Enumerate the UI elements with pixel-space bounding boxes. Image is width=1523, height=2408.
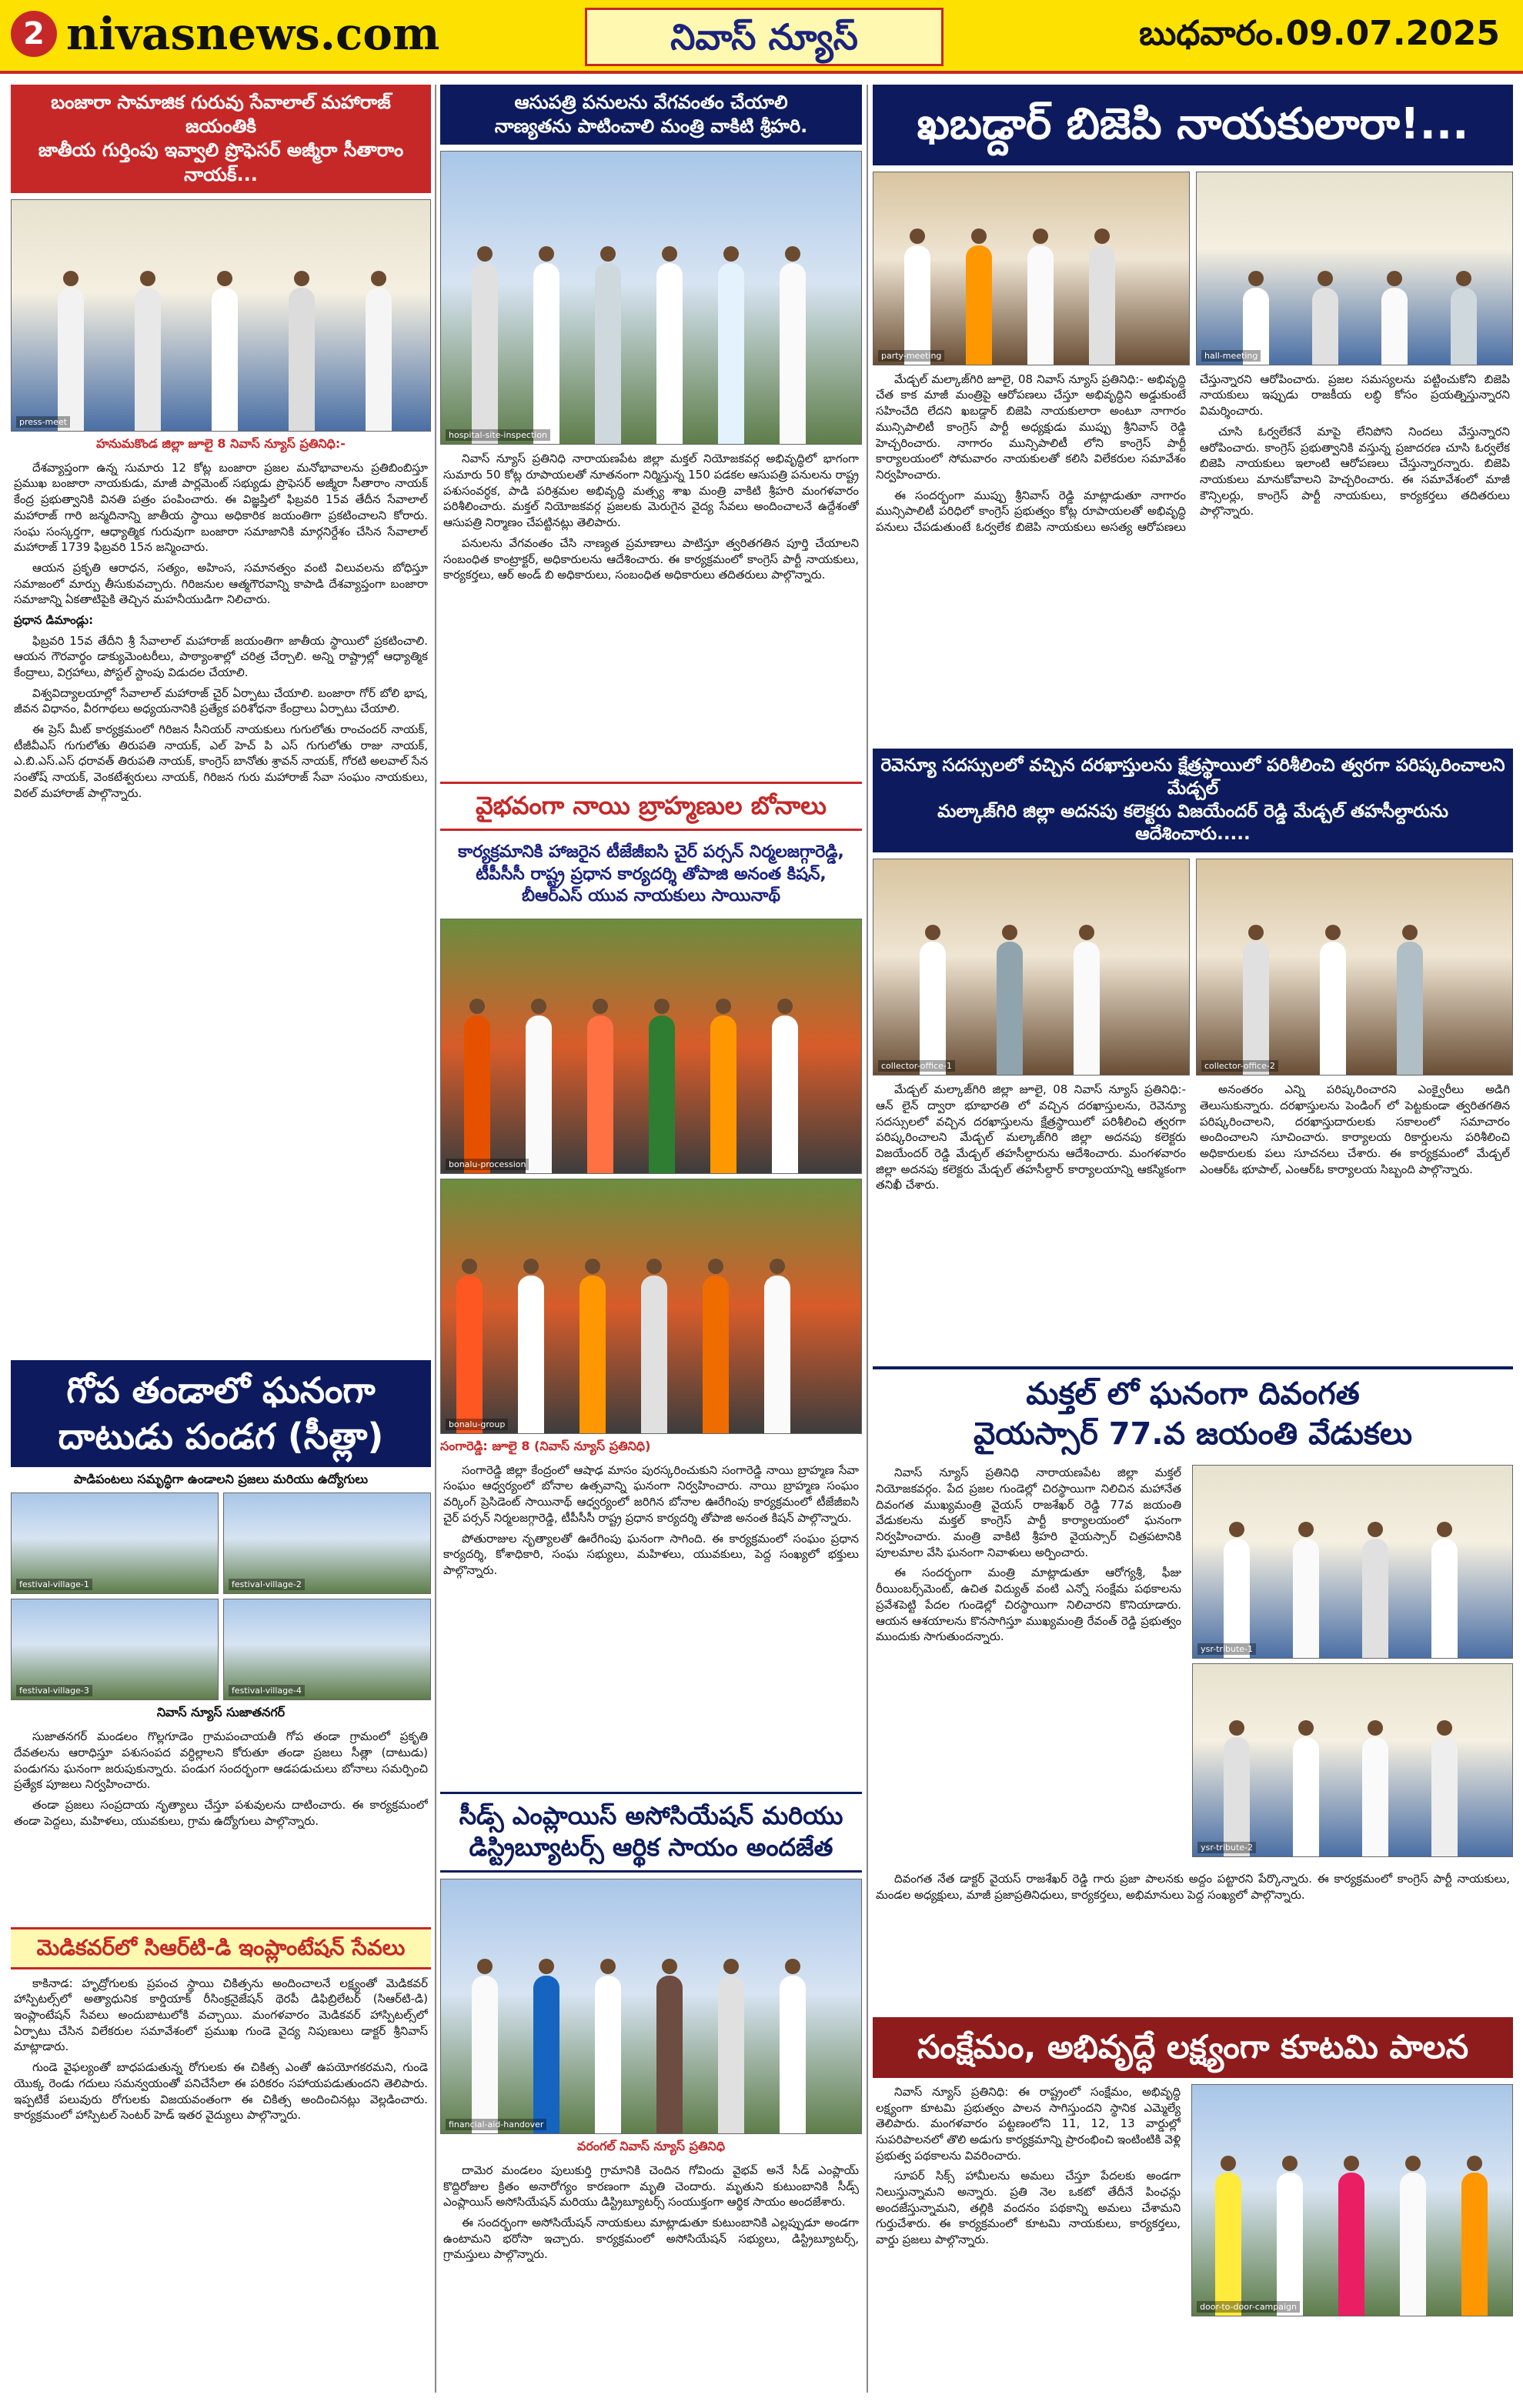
page-number: 2 <box>11 11 57 57</box>
dateline: సంగారెడ్డి: జూలై 8 (నివాస్ న్యూస్ ప్రతినిధి) <box>440 1438 651 1453</box>
photo-ysr-tribute-2: ysr-tribute-2 <box>1192 1663 1513 1857</box>
story-body: నివాస్ న్యూస్ ప్రతినిధి: ఈ రాష్ట్రంలో సంక్షేమం, అభివృద్ధి లక్ష్యంగా కూటమి ప్రభుత్వం పాలన సాగిస్తుందని స్థానిక ఎమ్మెల్యే తెలిపారు. మంగళవారం పట్టణంలోని 11, 12, 13 వార్డుల్లో సుపరిపాలనలో తొలి అడుగు కార్యక్రమాన్ని ప్రారంభించి ఇంటింటికి వెళ్లి ప్రభుత్వ పథకాలను వివరించారు. సూపర్ సిక్స్ హామీలను అమలు చేస్తూ పేదలకు అండగా నిలుస్తున్నామని అన్నారు. ప్రతి నెల ఒకటో తేదీనే పింఛన్లు అందజేస్తున్నామని, తల్లికి వందనం పథకాన్ని అమలు చేశామని గుర్తుచేశారు. ఈ కార్యక్రమంలో కూటమి నాయకులు, కార్యకర్తలు, వార్డు ప్రజలు పాల్గొన్నారు. <box>876 2084 1181 2247</box>
story-body: సుజాతనగర్ మండలం గొల్లగూడెం గ్రామపంచాయతీ గోప తండా గ్రామంలో ప్రకృతి దేవతలను ఆరాధిస్తూ పశుసంపద వర్ధిల్లాలని కోరుతూ తండా ప్రజలు సీత్లా (దాటుడు) పండుగను ఘనంగా జరుపుకున్నారు. పండుగ సందర్భంగా ఆడపడుచులు బోనాలు సమర్పించి ప్రత్యేక పూజలు నిర్వహించారు. తండా ప్రజలు సంప్రదాయ నృత్యాలు చేస్తూ పశువులను దాటించారు. ఈ కార్యక్రమంలో తండా పెద్దలు, మహిళలు, యువకులు, గ్రామ ఉద్యోగులు పాల్గొన్నారు. <box>14 1729 428 1828</box>
column-divider <box>435 85 436 2393</box>
photo-bonalu-group: bonalu-group <box>440 1179 862 1434</box>
story-headline[interactable]: సంక్షేమం, అభివృద్ధే లక్ష్యంగా కూటమి పాలన <box>873 2017 1513 2078</box>
story-headline[interactable]: సీడ్స్ ఎంప్లాయిస్ అసోసియేషన్ మరియు డిస్ట్రిబ్యూటర్స్ ఆర్థిక సాయం అందజేత <box>440 1792 862 1873</box>
dateline: వరంగల్ నివాస్ న్యూస్ ప్రతినిధి <box>577 2138 725 2153</box>
story-headline[interactable]: వైభవంగా నాయి బ్రాహ్మణుల బోనాలు <box>440 782 862 831</box>
story-headline[interactable] <box>11 1360 431 1468</box>
story-headline[interactable] <box>873 749 1513 853</box>
photo-festival-2: festival-village-2 <box>223 1492 431 1594</box>
headline-line-1: రెవెన్యూ సదస్సులలో వచ్చిన దరఖాస్తులను క్షేత్రస్థాయిలో పరిశీలించి త్వరగా పరిష్కరించాలని మేడ్చల్ <box>880 755 1505 799</box>
headline-line-1: గోప తండాలో ఘనంగా <box>66 1369 376 1411</box>
photo-collector-office-1: collector-office-1 <box>873 859 1190 1076</box>
story-body-continued: దివంగత నేత డాక్టర్ వైయస్ రాజశేఖర్ రెడ్డి గారు ప్రజా పాలనకు అద్దం పట్టారని పేర్కొన్నారు. ఈ కార్యక్రమంలో కాంగ్రెస్ పార్టీ నాయకులు, మండల అధ్యక్షులు, మాజీ ప్రజాప్రతినిధులు, కార్యకర్తలు, అభిమానులు పెద్ద సంఖ్యలో పాల్గొన్నారు. <box>876 1872 1510 1903</box>
story-headline[interactable] <box>11 85 431 193</box>
column-2 <box>440 85 862 2393</box>
photo-collector-office-2: collector-office-2 <box>1196 859 1513 1076</box>
headline-line-2: జాతీయ గుర్తింపు ఇవ్వాలి ప్రొఫెసర్ అజ్మీరా సీతారాం నాయక్... <box>38 139 404 185</box>
photo-party-meeting: party-meeting <box>873 172 1190 365</box>
story-body: నివాస్ న్యూస్ ప్రతినిధి నారాయణపేట జిల్లా మక్తల్ నియోజకవర్గ అభివృద్ధిలో భాగంగా సుమారు 50 కోట్ల రూపాయలతో నూతనంగా నిర్మిస్తున్న 150 పడకల ఆసుపత్రి పనులను రాష్ట్ర పశుసంవర్ధక, పాడి పరిశ్రమల అభివృద్ధి మత్స్య శాఖ మంత్రి వాకిటి శ్రీహరి మంగళవారం పరిశీలించారు. మక్తల్ నియోజకవర్గ ప్రజలకు మెరుగైన వైద్య సేవలు అందించాలనే ఉద్దేశంతో ఆసుపత్రి నిర్మాణం చేపట్టినట్లు తెలిపారు. పనులను వేగవంతం చేసి నాణ్యత ప్రమాణాలు పాటిస్తూ త్వరితగతిన పూర్తి చేయాలని సంబంధిత కాంట్రాక్టర్, అధికారులను ఆదేశించారు. ఈ కార్యక్రమంలో కాంగ్రెస్ పార్టీ నాయకులు, కార్యకర్తలు, ఆర్ అండ్ బి అధికారులు, సంబంధిత అధికారులు తదితరులు పాల్గొన్నారు. <box>443 452 859 582</box>
issue-date: బుధవారం.09.07.2025 <box>1139 14 1500 53</box>
story-body: మేడ్చల్ మల్కాజ్‌గిరి జిల్లా జూలై, 08 నివాస్ న్యూస్ ప్రతినిధి:- ఆన్ లైన్ ద్వారా భూభారతి లో వచ్చిన దరఖాస్తులను, రెవెన్యూ సదస్సులలో వచ్చిన దరఖాస్తులను క్షేత్రస్థాయిలో పరిశీలించి త్వరగా పరిష్కరించాలని మేడ్చల్ మల్కాజ్‌గిరి జిల్లా అదనపు కలెక్టరు విజయేందర్ రెడ్డి మేడ్చల్ తహసీల్దారును ఆదేశించారు. మంగళవారం జిల్లా అదనపు కలెక్టరు మేడ్చల్ తహసీల్దార్ కార్యాలయాన్ని ఆకస్మికంగా తనిఖీ చేశారు. అనంతరం ఎన్ని పరిష్కరించారని ఎంక్వైరీలు అడిగి తెలుసుకున్నారు. దరఖాస్తులను పెండింగ్ లో పెట్టకుండా త్వరితగతిన పరిష్కరించాలని, దరఖాస్తుదారులకు సకాలంలో సమాచారం అందించాలని సూచించారు. కార్యాలయ రికార్డులను పరిశీలించి అధికారులకు పలు సూచనలు చేశారు. ఈ కార్యక్రమంలో మేడ్చల్ ఎంఆర్ఓ భూపాల్, ఎంఆర్ఓ కార్యాలయ సిబ్బంది పాల్గొన్నారు. <box>876 1082 1510 1192</box>
headline-line-2: వైయస్సార్ 77.వ జయంతి వేడుకలు <box>973 1416 1413 1452</box>
kicker: కార్యక్రమానికి హాజరైన టీజేజీఐసి చైర్ పర్సన్ నిర్మలజగ్గారెడ్డి, టీపీసీసీ రాష్ట్ర ప్రధాన కార్యదర్శి తోపాజి అనంత కిషన్, బీఆర్ఎస్ యువ నాయకులు సాయినాథ్ <box>440 837 862 912</box>
sub-heading: ప్రధాన డిమాండ్లు: <box>14 612 94 627</box>
headline-line-2: మల్కాజ్‌గిరి జిల్లా అదనపు కలెక్టరు విజయేందర్ రెడ్డి మేడ్చల్ తహసీల్దారును ఆదేశించారు..... <box>937 801 1448 845</box>
story-body: దేశవ్యాప్తంగా ఉన్న సుమారు 12 కోట్ల బంజారా ప్రజల మనోభావాలను ప్రతిబింబిస్తూ ప్రముఖ బంజారా నాయకుడు, మాజీ పార్లమెంట్ సభ్యుడు ప్రొఫెసర్ అజ్మీరా సీతారాం నాయక్ కేంద్ర ప్రభుత్వానికి వినతి పత్రం పంపించారు. ఈ విజ్ఞప్తిలో ఫిబ్రవరి 15వ తేదీన సేవాలాల్ మహారాజ్ గారి జన్మదినాన్ని జాతీయ స్థాయి అధికారిక జయంతిగా ప్రకటించాలని కోరారు. సంఘ సంస్కర్తగా, ఆధ్యాత్మిక గురువుగా బంజారా సమాజానికి మార్గనిర్దేశం చేసిన సేవాలాల్ మహారాజ్ 1739 ఫిబ్రవరి 15న జన్మించారు. ఆయన ప్రకృతి ఆరాధన, సత్యం, అహింస, సమానత్వం వంటి విలువలను బోధిస్తూ సమాజంలో మార్పు తీసుకువచ్చారు. గిరిజనుల ఆత్మగౌరవాన్ని కాపాడి దేశవ్యాప్తంగా బంజారా సమాజాన్ని ఏకతాటిపైకి తెచ్చిన మహనీయుడిగా నిలిచారు. ప్రధాన డిమాండ్లు: ఫిబ్రవరి 15వ తేదీని శ్రీ సేవాలాల్ మహారాజ్ జయంతిగా జాతీయ స్థాయిలో ప్రకటించాలి. ఆయన గౌరవార్థం డాక్యుమెంటరీలు, పాఠ్యాంశాల్లో చరిత్ర చేర్చాలి. అన్ని రాష్ట్రాల్లో ఆధ్యాత్మిక కేంద్రాలు, విగ్రహాలు, పోస్టల్ స్టాంపు విడుదల చేయాలి. విశ్వవిద్యాలయాల్లో సేవాలాల్ మహారాజ్ చైర్ ఏర్పాటు చేయాలి. బంజారా గోర్ బోలి భాష, జీవన విధానం, వీరగాథలు అధ్యయనానికి ప్రత్యేక పరిశోధనా కేంద్రాలు ఏర్పాటు చేయాలి. ఈ ప్రెస్ మీట్ కార్యక్రమంలో గిరిజన సీనియర్ నాయకులు గుగులోతు రాంచందర్ నాయక్, టీజీవీఎస్ గుగులోతు తిరుపతి నాయక్, ఎల్ హెచ్ పి ఎస్ గుగులోతు రాజు నాయక్, ఎ.బి.ఎస్.ఎస్ ధరావత్ తిరుపతి నాయక్, కాంగ్రెస్ బానోతు శ్రావన్ నాయక్, గోరటి అలవాల్ సేన సంతోష్ నాయక్, వెంకటేశ్వరులు నాయక్, గిరిజన గురు మహారాజ్ సేవా సంఘం నాయకులు, విఠల్ మహారాజ్ పాల్గొన్నారు. <box>14 460 428 800</box>
story-headline[interactable]: మెడికవర్‌లో సిఆర్‌టి-డి ఇంప్లాంటేషన్ సేవలు <box>11 1927 431 1969</box>
site-name[interactable]: nivasnews.com <box>66 8 440 60</box>
headline-line-2: దాటుడు పండగ (సీత్లా) <box>58 1415 384 1457</box>
photo-stack <box>1192 1465 1513 1865</box>
photo-hospital-site: hospital-site-inspection <box>440 151 862 445</box>
photo-press-meet <box>11 199 431 432</box>
photo-festival-4: festival-village-4 <box>223 1599 431 1700</box>
column-1 <box>11 85 431 2393</box>
photo-grid <box>11 1492 431 1700</box>
photo-label: press-meet <box>16 416 70 428</box>
story-body: మేడ్చల్ మల్కాజ్‌గిరి జూలై, 08 నివాస్ న్యూస్ ప్రతినిధి:- అభివృద్ధి చేత కాక మాజీ మంత్రిపై ఆరోపణలు చేస్తూ అభివృద్ధిని అడ్డుకుంటే సహించేది లేదని ఖబడ్దార్ బిజెపి నాయకులారా అంటూ నాగారం మున్సిపాలిటీ కాంగ్రెస్ పార్టీ అధ్యక్షుడు ముప్పు శ్రీనివాస్ రెడ్డి హెచ్చరించారు. నాగారం మున్సిపాలిటీ లోని కాంగ్రెస్ పార్టీ కార్యాలయంలో సోమవారం నాయకులతో కలిసి విలేకరుల సమావేశం నిర్వహించారు. ఈ సందర్భంగా ముప్పు శ్రీనివాస్ రెడ్డి మాట్లాడుతూ నాగారం మున్సిపాలిటీ పరిధిలో కాంగ్రెస్ ప్రభుత్వం కోట్ల రూపాయలతో అభివృద్ధి పనులు చేపడుతుంటే ఓర్వలేక బిజెపి నాయకులు అసత్య ఆరోపణలు చేస్తున్నారని ఆరోపించారు. ప్రజల సమస్యలను పట్టించుకోని బిజెపి నాయకులు ఇప్పుడు రాజకీయ లబ్ధి కోసం ప్రయత్నిస్తున్నారని విమర్శించారు. చూసి ఓర్వలేకనే మాపై లేనిపోని నిందలు వేస్తున్నారని ఆరోపించారు. కాంగ్రెస్ ప్రభుత్వానికి వస్తున్న ప్రజాదరణ చూసి ఓర్వలేక బిజెపి నాయకులు ఇలాంటి ఆరోపణలు చేస్తున్నారన్నారు. బిజెపి నాయకులు మానుకోవాలని హెచ్చరించారు. ఈ సమావేశంలో మాజీ కౌన్సిలర్లు, కాంగ్రెస్ పార్టీ నాయకులు, కార్యకర్తలు తదితరులు పాల్గొన్నారు. <box>876 372 1510 534</box>
photo-financial-aid: financial-aid-handover <box>440 1879 862 2134</box>
photo-row <box>873 859 1513 1076</box>
story-layout <box>873 2084 1513 2316</box>
photo-ysr-tribute-1: ysr-tribute-1 <box>1192 1465 1513 1659</box>
photo-door-to-door: door-to-door-campaign <box>1191 2084 1513 2316</box>
headline-line-1: ఆసుపత్రి పనులను వేగవంతం చేయాలి <box>514 92 788 113</box>
photo-festival-3: festival-village-3 <box>11 1599 219 1700</box>
headline-line-2: నాణ్యతను పాటించాలి మంత్రి వాకిటి శ్రీహరి. <box>494 115 808 138</box>
photo-row <box>873 172 1513 365</box>
headline-line-1: మక్తల్ లో ఘనంగా దివంగత <box>1026 1376 1360 1412</box>
photo-bonalu-procession: bonalu-procession <box>440 919 862 1174</box>
photo-festival-1: festival-village-1 <box>11 1492 219 1594</box>
dateline: నివాస్ న్యూస్ సుజాతనగర్ <box>156 1705 286 1720</box>
story-body: నివాస్ న్యూస్ ప్రతినిధి నారాయణపేట జిల్లా మక్తల్ నియోజకవర్గం. పేద ప్రజల గుండెల్లో చిరస్థాయిగా నిలిచిన మహానేత దివంగత ముఖ్యమంత్రి వైయస్ రాజశేఖర్ రెడ్డి 77వ జయంతి వేడుకలను మక్తల్ కాంగ్రెస్ పార్టీ కార్యాలయంలో ఘనంగా నిర్వహించారు. మంత్రి వాకిటి శ్రీహరి వైయస్సార్ చిత్రపటానికి పూలమాల వేసి ఘనంగా నివాళులు అర్పించారు. ఈ సందర్భంగా మంత్రి మాట్లాడుతూ ఆరోగ్యశ్రీ, ఫీజు రీయింబర్స్‌మెంట్, ఉచిత విద్యుత్ వంటి ఎన్నో సంక్షేమ పథకాలను ప్రవేశపెట్టి పేదల గుండెల్లో చిరస్థాయిగా నిలిచారని కొనియాడారు. ఆయన ఆశయాలను కొనసాగిస్తూ ముఖ్యమంత్రి రేవంత్ రెడ్డి ప్రభుత్వం ముందుకు సాగుతుందన్నారు. <box>876 1466 1182 1644</box>
story-body: దామెర మండలం పులుకుర్తి గ్రామానికి చెందిన గోవిందు వైభవ్ అనే సీడ్ ఎంప్లాయ్ కొద్దిరోజుల క్రితం అనారోగ్యం కారణంగా మృతి చెందారు. మృతుని కుటుంబానికి సీడ్స్ ఎంప్లాయిస్ అసోసియేషన్ మరియు డిస్ట్రిబ్యూటర్స్ సంయుక్తంగా ఆర్థిక సాయం అందజేశారు. ఈ సందర్భంగా అసోసియేషన్ నాయకులు మాట్లాడుతూ కుటుంబానికి ఎల్లప్పుడూ అండగా ఉంటామని భరోసా ఇచ్చారు. కార్యక్రమంలో అసోసియేషన్ సభ్యులు, డిస్ట్రిబ్యూటర్స్, గ్రామస్తులు పాల్గొన్నారు. <box>443 2163 859 2262</box>
story-body: సంగారెడ్డి జిల్లా కేంద్రంలో ఆషాఢ మాసం పురస్కరించుకుని సంగారెడ్డి నాయి బ్రాహ్మణ సేవా సంఘం ఆధ్వర్యంలో బోనాల ఉత్సవాన్ని ఘనంగా నిర్వహించారు. నాయి బ్రాహ్మణ సంఘం వర్కింగ్ ప్రెసిడెంట్ సాయినాథ్ ఆధ్వర్యంలో జరిగిన బోనాల ఊరేగింపు కార్యక్రమంలో టీజేజీఐసి చైర్ పర్సన్ నిర్మలజగ్గారెడ్డి, టీపీసీసీ రాష్ట్ర ప్రధాన కార్యదర్శి తోపాజి అనంత కిషన్ పాల్గొన్నారు. పోతురాజుల నృత్యాలతో ఊరేగింపు ఘనంగా సాగింది. ఈ కార్యక్రమంలో సంఘం ప్రధాన కార్యదర్శి, కోశాధికారి, సంఘ సభ్యులు, మహిళలు, యువకులు, పెద్ద సంఖ్యలో భక్తులు పాల్గొన్నారు. <box>443 1462 859 1577</box>
column-divider <box>867 85 868 2393</box>
story-headline[interactable]: ఖబడ్దార్ బిజెపి నాయకులారా!... <box>873 85 1513 165</box>
column-3 <box>873 85 1513 2393</box>
story-headline[interactable] <box>873 1366 1513 1459</box>
masthead <box>0 0 1523 74</box>
story-body: కాకినాడ: హృద్రోగులకు ప్రపంచ స్థాయి చికిత్సను అందించాలనే లక్ష్యంతో మెడికవర్ హాస్పిటల్స్‌లో అత్యాధునిక కార్డియాక్ రీసింక్రనైజేషన్ థెరపీ డిఫిబ్రిలేటర్ (సిఆర్‌టి-డి) ఇంప్లాంటేషన్ సేవలు అందుబాటులోకి వచ్చాయి. మంగళవారం మెడికవర్ హాస్పిటల్స్‌లో ఏర్పాటు చేసిన విలేకరుల సమావేశంలో ప్రముఖ గుండె వైద్య నిపుణులు డాక్టర్ శ్రీనివాస్ మాట్లాడారు. గుండె వైఫల్యంతో బాధపడుతున్న రోగులకు ఈ చికిత్స ఎంతో ఉపయోగకరమని, గుండె యొక్క రెండు గదులు సమన్వయంతో పనిచేసేలా ఈ పరికరం సహాయపడుతుందని తెలిపారు. ఇప్పటికే పలువురు రోగులకు విజయవంతంగా ఈ చికిత్స అందించినట్లు వెల్లడించారు. కార్యక్రమంలో హాస్పిటల్ సెంటర్ హెడ్ ఇతర వైద్యులు పాల్గొన్నారు. <box>14 1976 428 2123</box>
dateline: హనుమకొండ జిల్లా జూలై 8 నివాస్ న్యూస్ ప్రతినిధి:- <box>96 435 346 451</box>
headline-line-1: బంజారా సామాజిక గురువు సేవాలాల్ మహారాజ్ జయంతికి <box>51 92 391 138</box>
story-headline[interactable] <box>440 85 862 145</box>
photo-hall-meeting: hall-meeting <box>1196 172 1513 365</box>
kicker: పాడిపంటలు సమృద్ధిగా ఉండాలని ప్రజలు మరియు ఉద్యోగులు <box>73 1472 369 1487</box>
paper-name: నివాస్ న్యూస్ <box>585 8 944 66</box>
story-layout <box>873 1465 1513 1865</box>
